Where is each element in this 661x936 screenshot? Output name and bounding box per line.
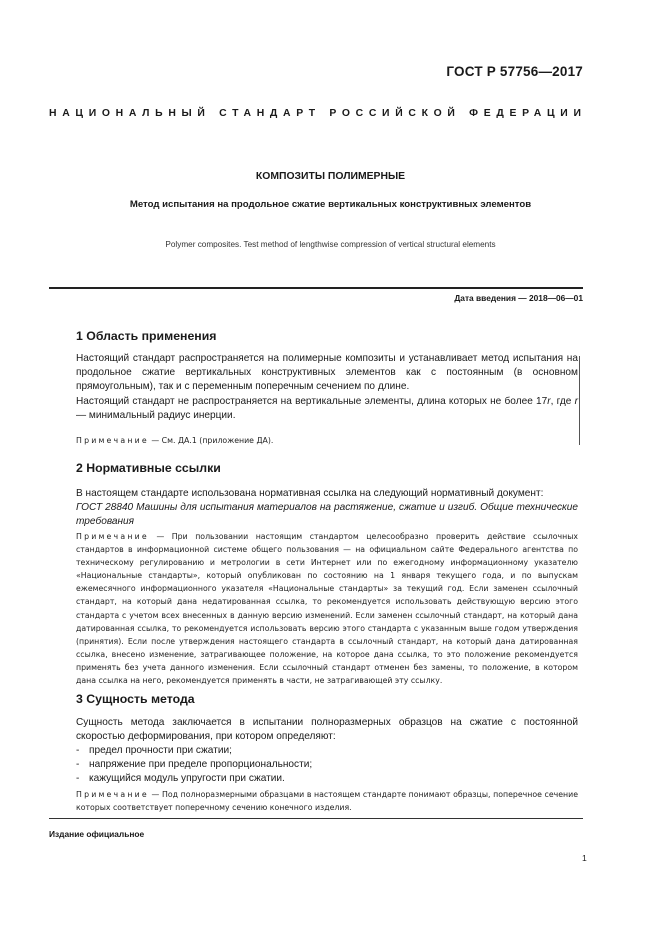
edition-label: Издание официальное	[49, 829, 145, 839]
section-2-heading: 2 Нормативные ссылки	[76, 461, 221, 475]
title-divider	[49, 287, 583, 289]
document-title: КОМПОЗИТЫ ПОЛИМЕРНЫЕ	[255, 171, 406, 182]
footer-divider	[49, 818, 583, 819]
list-item: - кажущийся модуль упругости при сжатии.	[76, 772, 578, 786]
introduction-date: Дата введения — 2018—06—01	[454, 293, 583, 303]
section-1-heading: 1 Область применения	[76, 329, 217, 343]
section-3-heading: 3 Сущность метода	[76, 692, 195, 706]
section-2-paragraph-1: В настоящем стандарте использована нормативная ссылка на следующий нормативный документ:	[76, 488, 544, 499]
list-item: - напряжение при пределе пропорциональности;	[76, 758, 578, 772]
section-3-list	[76, 744, 578, 786]
page-number: 1	[582, 853, 587, 863]
section-1-note: Примечание — См. ДА.1 (приложение ДА).	[76, 436, 274, 445]
document-number: ГОСТ Р 57756—2017	[446, 64, 583, 79]
change-bar	[579, 356, 580, 445]
section-2-reference: ГОСТ 28840 Машины для испытания материалов на растяжение, сжатие и изгиб. Общие технические требования	[76, 502, 578, 527]
english-title: Polymer composites. Test method of lengthwise compression of vertical structural elements	[165, 240, 496, 249]
document-subtitle: Метод испытания на продольное сжатие вертикальных конструктивных элементов	[129, 199, 532, 210]
section-3-paragraph-1: Сущность метода заключается в испытании полноразмерных образцов на сжатие с постоянной скоростью деформирования, при котором определяют:	[76, 717, 578, 742]
section-1-paragraph-2: Настоящий стандарт не распространяется на вертикальные элементы, длина которых не более 17r, где r — минимальный радиус инерции.	[76, 396, 578, 421]
list-item: - предел прочности при сжатии;	[76, 744, 578, 758]
section-2-note: Примечание — При пользовании настоящим стандартом целесообразно проверить действие ссылочных стандартов в информационной системе общего пользования — на официальном сайте Федерального агентства по техническому регулированию и метрологии в сети Интернет или по ежегодному информационному указателю «Национальные стандарты», который опубликован по состоянию на 1 января текущего года, и по выпускам ежемесячного информационного указателя «Национальные стандарты» за текущий год. Если заменен ссылочный стандарт, на который дана недатированная ссылка, то рекомендуется использовать действующую версию этого стандарта с учетом всех внесенных в данную версию изменений. Если заменен ссылочный стандарт, на который дана датированная ссылка, то рекомендуется использовать версию этого стандарта с указанным выше годом утверждения (принятия). Если после утверждения настоящего стандарта в ссылочный стандарт, на который дана датированная ссылка, внесено изменение, затрагивающее положение, на которое дана ссылка, то это положение рекомендуется применять без учета данного изменения. Если ссылочный стандарт отменен без замены, то положение, в котором дана ссылка на него, рекомендуется применять в части, не затрагивающей эту ссылку.	[76, 532, 578, 686]
national-standard-banner: НАЦИОНАЛЬНЫЙ СТАНДАРТ РОССИЙСКОЙ ФЕДЕРАЦИИ	[49, 108, 587, 119]
section-1-paragraph-1: Настоящий стандарт распространяется на полимерные композиты и устанавливает метод испытания на продольное сжатие вертикальных конструктивных элементов как с постоянным (в основном прямоугольным), так и с переменным поперечным сечением по длине.	[76, 353, 578, 392]
section-3-note: Примечание — Под полноразмерными образцами в настоящем стандарте понимают образцы, поперечное сечение которых соответствует поперечному сечению конечного изделия.	[76, 790, 578, 813]
